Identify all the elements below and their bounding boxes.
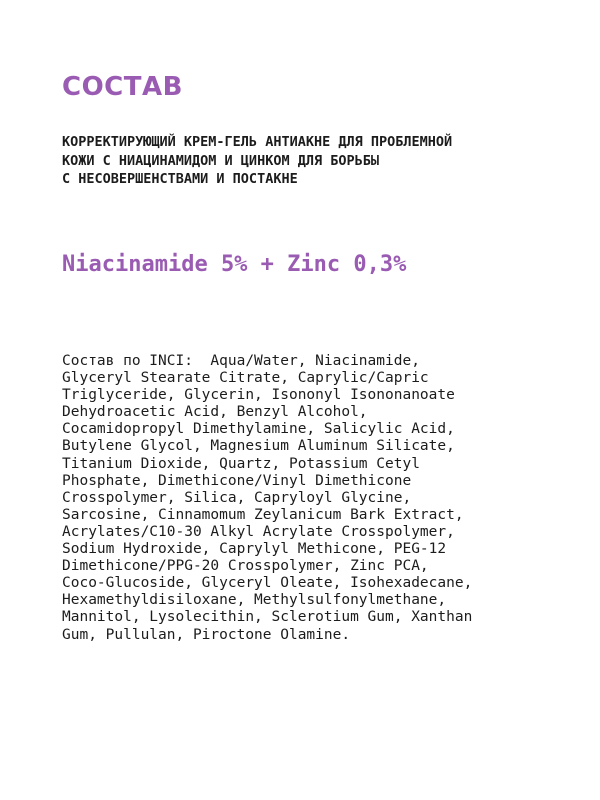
product-description-line: КОРРЕКТИРУЮЩИЙ КРЕМ-ГЕЛЬ АНТИАКНЕ ДЛЯ ПРОБЛЕМНОЙ [62,134,453,150]
inci-line: Состав по INCI: Aqua/Water, Niacinamide, [62,353,420,369]
inci-line: Hexamethyldisiloxane, Methylsulfonylmethane, [62,592,447,609]
inci-line: Titanium Dioxide, Quartz, Potassium Cetyl [62,455,420,472]
inci-line: Triglyceride, Glycerin, Isononyl Isononanoate [62,387,455,404]
active-ingredients-formula: Niacinamide 5% + Zinc 0,3% [62,252,407,277]
page-title: СОСТАВ [62,72,183,102]
inci-line: Acrylates/C10-30 Alkyl Acrylate Crosspolymer, [62,523,455,540]
inci-line: Glyceryl Stearate Citrate, Caprylic/Capric [62,370,429,387]
inci-line: Dehydroacetic Acid, Benzyl Alcohol, [62,404,368,421]
product-description [62,133,542,189]
inci-line: Butylene Glycol, Magnesium Aluminum Silicate, [62,438,455,455]
inci-line: Coco-Glucoside, Glyceryl Oleate, Isohexadecane, [62,575,473,592]
inci-ingredients-list [62,353,562,644]
product-description-line: С НЕСОВЕРШЕНСТВАМИ И ПОСТАКНЕ [62,171,298,187]
inci-line: Crosspolymer, Silica, Capryloyl Glycine, [62,489,412,506]
inci-line: Dimethicone/PPG-20 Crosspolymer, Zinc PCA, [62,558,429,575]
inci-line: Gum, Pullulan, Piroctone Olamine. [62,626,351,643]
inci-line: Mannitol, Lysolecithin, Sclerotium Gum, Xanthan [62,609,473,626]
inci-line: Phosphate, Dimethicone/Vinyl Dimethicone [62,472,412,489]
inci-line: Sodium Hydroxide, Caprylyl Methicone, PEG-12 [62,541,447,558]
product-description-line: КОЖИ С НИАЦИНАМИДОМ И ЦИНКОМ ДЛЯ БОРЬБЫ [62,152,379,169]
inci-line: Sarcosine, Cinnamomum Zeylanicum Bark Extract, [62,506,464,523]
inci-line: Cocamidopropyl Dimethylamine, Salicylic Acid, [62,421,455,438]
